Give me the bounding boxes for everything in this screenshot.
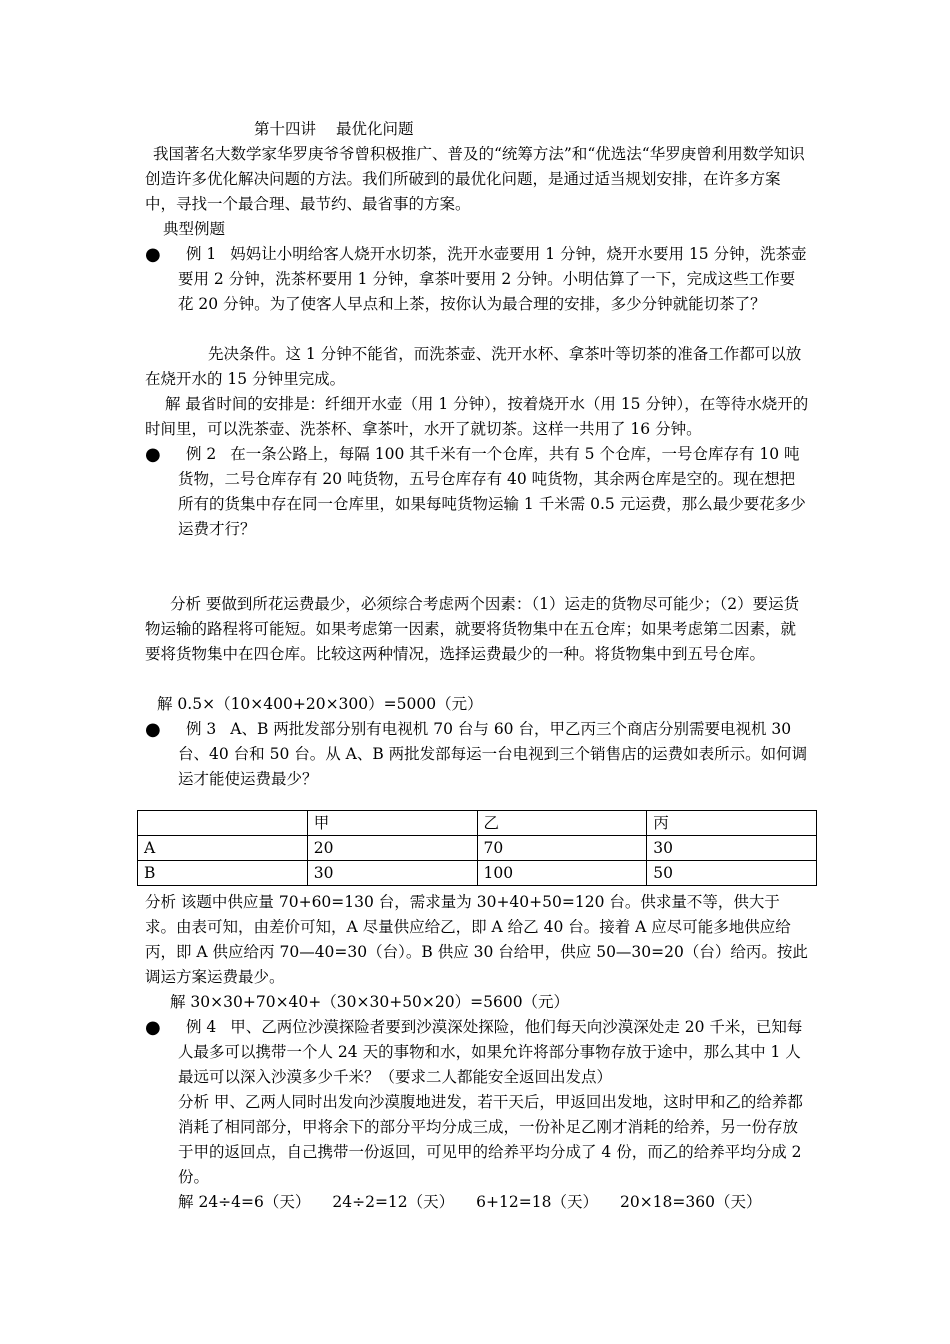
- example-2-solution: 解 0.5×（10×400+20×300）=5000（元）: [157, 695, 483, 713]
- intro-paragraph: 我国著名大数学家华罗庚爷爷曾积极推广、普及的“统筹方法”和“优选法“华罗庚曾利用数学知识创造许多优化解决问题的方法。我们所破到的最优化问题，是通过适当规划安排，在许多方案中，寻找一个最合理、最节约、最省事的方案。: [145, 145, 805, 213]
- example-2-question: [178, 442, 810, 542]
- table-row: [138, 861, 817, 886]
- table-header-cell: 乙: [477, 811, 647, 836]
- table-cell: 70: [477, 836, 647, 861]
- solution-step: 24÷2=12（天）: [332, 1193, 455, 1211]
- bullet-icon: ●: [145, 719, 161, 740]
- solution-step: 6+12=18（天）: [476, 1193, 598, 1211]
- lecture-number: 第十四讲: [254, 120, 317, 138]
- example-4-text: 甲、乙两位沙漠探险者要到沙漠深处探险，他们每天向沙漠深处走 20 千米，已知每人最多可以携带一个人 24 天的事物和水，如果允许将部分事物存放于途中，那么其中 1 人最远可以深入沙漠多少千米？（要求二人都能安全返回出发点）: [178, 1018, 803, 1086]
- solution-prefix: 解: [178, 1193, 194, 1211]
- example-3-label: 例 3: [186, 720, 217, 738]
- lecture-topic: 最优化问题: [336, 120, 414, 138]
- table-cell: A: [138, 836, 308, 861]
- example-3-solution: 解 30×30+70×40+（30×30+50×20）=5600（元）: [170, 993, 570, 1011]
- example-3-question: [178, 717, 810, 792]
- example-2-text: 在一条公路上，每隔 100 其千米有一个仓库，共有 5 个仓库，一号仓库存有 10 吨货物，二号仓库存有 20 吨货物，五号仓库存有 40 吨货物，其余两仓库是空的。现在想把所有的货集中存在同一仓库里，如果每吨货物运输 1 千米需 0.5 元运费，那么最少要花多少运费才行？: [178, 445, 806, 538]
- table-header-cell: 丙: [647, 811, 817, 836]
- example-4-question: [178, 1015, 810, 1090]
- example-3-analysis: 分析 该题中供应量 70+60=130 台，需求量为 30+40+50=120 台。供求量不等，供大于求。由表可知，由差价可知，A 尽量供应给乙，即 A 给乙 40 台。接着 A 应尽可能多地供应给丙，即 A 供应给丙 70—40=30（台）。B 供应 30 台给甲，供应 50—30=20（台）给丙。按此调运方案运费最少。: [145, 893, 808, 986]
- table-cell: 30: [647, 836, 817, 861]
- example-1-solution: 解 最省时间的安排是：纤细开水壶（用 1 分钟），按着烧开水（用 15 分钟），在等待水烧开的时间里，可以洗茶壶、洗茶杯、拿茶叶，水开了就切茶。这样一共用了 16 分钟。: [145, 395, 809, 438]
- table-cell: 100: [477, 861, 647, 886]
- example-1-analysis: 先决条件。这 1 分钟不能省，而洗茶壶、洗开水杯、拿茶叶等切茶的准备工作都可以放在烧开水的 15 分钟里完成。: [145, 345, 802, 388]
- example-1-question: [178, 242, 810, 317]
- table-cell: 20: [307, 836, 477, 861]
- bullet-icon: ●: [145, 244, 161, 265]
- example-3-text: A、B 两批发部分别有电视机 70 台与 60 台，甲乙丙三个商店分别需要电视机 30 台、40 台和 50 台。从 A、B 两批发部每运一台电视到三个销售店的运费如表所示。如何调运才能使运费最少？: [178, 720, 808, 788]
- freight-cost-table: [137, 810, 817, 886]
- table-header-cell: 甲: [307, 811, 477, 836]
- example-2-analysis: 分析 要做到所花运费最少，必须综合考虑两个因素：（1）运走的货物尽可能少；（2）要运货物运输的路程将可能短。如果考虑第一因素，就要将货物集中在五仓库；如果考虑第二因素，就要将货物集中在四仓库。比较这两种情况，选择运费最少的一种。将货物集中到五号仓库。: [145, 595, 800, 663]
- table-cell: B: [138, 861, 308, 886]
- table-header-cell: [138, 811, 308, 836]
- solution-step: 24÷4=6（天）: [198, 1193, 311, 1211]
- example-1-text: 妈妈让小明给客人烧开水切茶，洗开水壶要用 1 分钟，烧开水要用 15 分钟，洗茶壶要用 2 分钟，洗茶杯要用 1 分钟，拿茶叶要用 2 分钟。小明估算了一下，完成这些工作要花 20 分钟。为了使客人早点和上茶，按你认为最合理的安排，多少分钟就能切茶了？: [178, 245, 807, 313]
- example-2-label: 例 2: [186, 445, 217, 463]
- example-4-label: 例 4: [186, 1018, 217, 1036]
- table-row: [138, 836, 817, 861]
- page-title: [254, 117, 414, 142]
- example-1-label: 例 1: [186, 245, 217, 263]
- bullet-icon: ●: [145, 1017, 161, 1038]
- solution-step: 20×18=360（天）: [619, 1193, 762, 1211]
- table-cell: 30: [307, 861, 477, 886]
- table-cell: 50: [647, 861, 817, 886]
- example-4-analysis: 分析 甲、乙两人同时出发向沙漠腹地进发，若干天后，甲返回出发地，这时甲和乙的给养都消耗了相同部分，甲将余下的部分平均分成三成，一份补足乙刚才消耗的给养，另一份存放于甲的返回点，自己携带一份返回，可见甲的给养平均分成了 4 份，而乙的给养平均分成 2 份。: [178, 1093, 803, 1186]
- bullet-icon: ●: [145, 444, 161, 465]
- table-header-row: [138, 811, 817, 836]
- section-heading: 典型例题: [163, 220, 226, 238]
- example-4-solution: [178, 1190, 810, 1215]
